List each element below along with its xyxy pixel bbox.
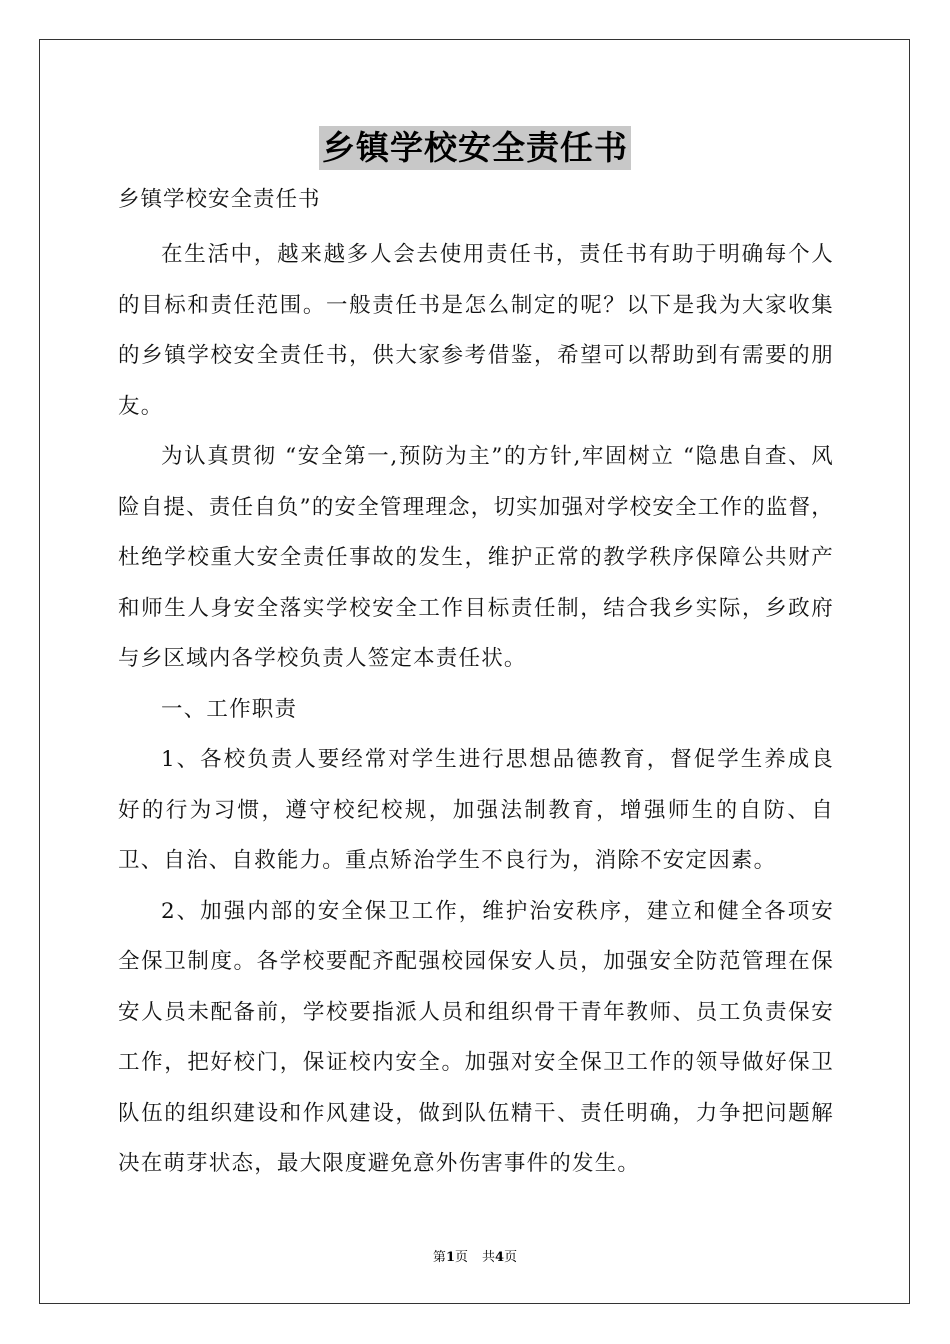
- section-heading-duties: 一、工作职责: [161, 696, 298, 722]
- page-prefix: 第: [432, 1250, 446, 1265]
- purpose-paragraph: 为认真贯彻 “安全第一,预防为主”的方针,牢固树立 “隐患自查、风险自提、责任自负”的安全管理理念，切实加强对学校安全工作的监督，杜绝学校重大安全责任事故的发生，维护正常的教学秩序保障公共财产和师生人身安全落实学校安全工作目标责任制，结合我乡实际，乡政府与乡区域内各学校负责人签定本责任状。: [118, 444, 834, 671]
- document-title: 乡镇学校安全责任书: [319, 126, 631, 170]
- page-number: 1: [445, 1250, 455, 1265]
- total-suffix: 页: [504, 1250, 518, 1265]
- total-pages: 4: [495, 1250, 505, 1265]
- title-container: [0, 126, 950, 170]
- intro-paragraph: 在生活中，越来越多人会去使用责任书，责任书有助于明确每个人的目标和责任范围。一般责任书是怎么制定的呢？以下是我为大家收集的乡镇学校安全责任书，供大家参考借鉴，希望可以帮助到有需要的朋友。: [118, 242, 834, 419]
- document-subtitle: 乡镇学校安全责任书: [118, 187, 321, 212]
- duty-item-2: 2、加强内部的安全保卫工作，维护治安秩序，建立和健全各项安全保卫制度。各学校要配齐配强校园保安人员，加强安全防范管理在保安人员未配备前，学校要指派人员和组织骨干青年教师、员工负责保安工作，把好校门，保证校内安全。加强对安全保卫工作的领导做好保卫队伍的组织建设和作风建设，做到队伍精干、责任明确，力争把问题解决在萌芽状态，最大限度避免意外伤害事件的发生。: [118, 898, 834, 1176]
- page-suffix: 页: [454, 1250, 468, 1265]
- page-footer: [0, 1246, 950, 1265]
- duty-item-1: 1、各校负责人要经常对学生进行思想品德教育，督促学生养成良好的行为习惯，遵守校纪校规，加强法制教育，增强师生的自防、自卫、自治、自救能力。重点矫治学生不良行为，消除不安定因素。: [118, 747, 834, 873]
- total-prefix: 共: [482, 1250, 496, 1265]
- document-body: [118, 180, 834, 1190]
